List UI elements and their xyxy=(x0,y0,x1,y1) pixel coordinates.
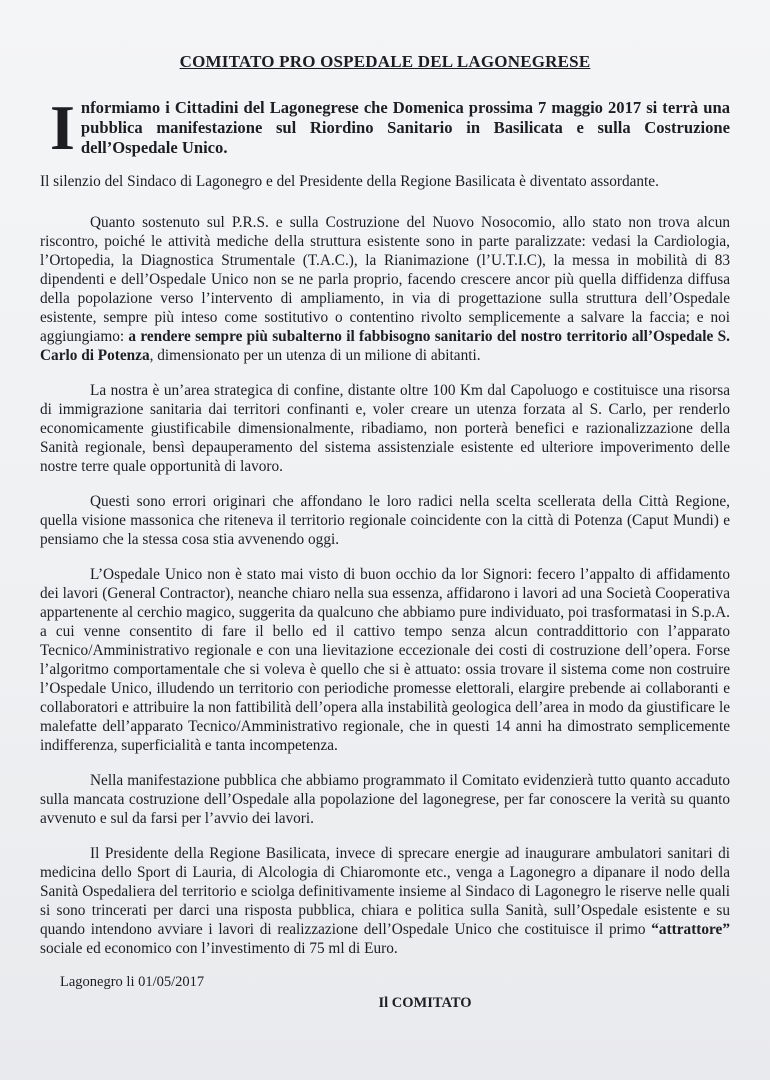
paragraph-2-emphasis: a rendere sempre più subalterno il fabbisogno sanitario del nostro territorio all’Ospedale S. Carlo di Potenza xyxy=(40,328,730,364)
document-date: Lagonegro li 01/05/2017 xyxy=(60,974,205,990)
paragraph-1: Il silenzio del Sindaco di Lagonegro e del Presidente della Regione Basilicata è diventato assordante. xyxy=(40,173,659,190)
intro-text: nformiamo i Cittadini del Lagonegrese che Domenica prossima 7 maggio 2017 si terrà una pubblica manifestazione sul Riordino Sanitario in Basilicata e sulla Costruzione dell’Ospedale Unico. xyxy=(80,98,730,157)
paragraph-5: L’Ospedale Unico non è stato mai visto di buon occhio da lor Signori: fecero l’appalto di affidamento dei lavori (General Contractor), neanche chiaro nella sua essenza, affidarono i lavori ad una Società Cooperativa appartenente al cerchio magico, suggerita da qualcuno che abbiamo pure individuato, poi trasformatasi in S.p.A. a cui venne consentito di fare il bello ed il cattivo tempo senza alcun contraddittorio con l’apparato Tecnico/Amministrativo regionale e con una lievitazione eccezionale dei costi di costruzione dell’opera. Forse l’algoritmo comportamentale che si voleva è quello che si è attuato: ossia trovare il sistema come non costruire l’Ospedale Unico, illudendo un territorio con periodiche promesse elettorali, elargire prebende ai collaboranti e collaboratori e attribuire la non fattibilità dell’opera alla instabilità geologica dell’area in modo da giustificare le malefatte dell’apparato Tecnico/Amministrativo regionale, che in questi 14 anni ha dimostrato semplicemente indifferenza, superficialità e tanta incompetenza. xyxy=(40,566,730,754)
intro-paragraph xyxy=(50,92,730,163)
paragraph-7 xyxy=(40,844,730,958)
paragraph-7-text: Il Presidente della Regione Basilicata, invece di sprecare energie ad inaugurare ambulatori sanitari di medicina dello Sport di Lauria, di Alcologia di Chiaromonte etc., venga a Lagonegro a dipanare il nodo della Sanità Ospedaliera del territorio e sciolga definitivamente insieme al Sindaco di Lagonegro le riserve nelle quali si sono trincerati per darci una risposta pubblica, chiara e politica sulla Sanità, sull’Ospedale esistente e su quando intendono avviare i lavori di realizzazione dell’Ospedale Unico che costituisce il primo xyxy=(40,845,730,938)
paragraph-7-end: sociale ed economico con l’investimento di 75 ml di Euro. xyxy=(40,940,398,957)
drop-cap: I xyxy=(50,92,75,163)
paragraph-7-emphasis: “attrattore” xyxy=(651,921,730,938)
paragraph-2-text: Quanto sostenuto sul P.R.S. e sulla Costruzione del Nuovo Nosocomio, allo stato non trova alcun riscontro, poiché le attività mediche della struttura esistente sono in parte paralizzate: vedasi la Cardiologia, l’Ortopedia, la Diagnostica Strumentale (T.A.C.), la Rianimazione (l’U.T.I.C), la messa in mobilità di 83 dipendenti e dell’Ospedale Unico non se ne parla proprio, facendo crescere ancor più quella diffidenza diffusa della popolazione verso l’intervento di ampliamento, in via di progettazione sulla struttura dell’Ospedale esistente, sempre più inteso come sostitutivo o contentino rivolto semplicemente a salvare la faccia; e noi aggiungiamo: xyxy=(40,214,730,345)
paragraph-2 xyxy=(40,213,730,365)
paragraph-6: Nella manifestazione pubblica che abbiamo programmato il Comitato evidenzierà tutto quanto accaduto sulla mancata costruzione dell’Ospedale alla popolazione del lagonegrese, per far conoscere la verità su quanto avvenuto e sul da farsi per l’avvio dei lavori. xyxy=(40,772,730,827)
document-title: COMITATO PRO OSPEDALE DEL LAGONEGRESE xyxy=(179,52,591,71)
paragraph-4: Questi sono errori originari che affondano le loro radici nella scelta scellerata della Città Regione, quella visione massonica che riteneva il territorio regionale coincidente con la città di Potenza (Caput Mundi) e pensiamo che la stessa cosa stia avvenendo oggi. xyxy=(40,493,730,548)
paragraph-2-end: , dimensionato per un utenza di un milione di abitanti. xyxy=(149,347,481,364)
paragraph-3: La nostra è un’area strategica di confine, distante oltre 100 Km dal Capoluogo e costituisce una risorsa di immigrazione sanitaria dai territori confinanti e, voler creare un utenza forzata al S. Carlo, per renderlo economicamente giustificabile dimensionalmente, ribadiamo, non porterà benefici e razionalizzazione della Sanità regionale, bensì depauperamento del sistema assistenziale esistente ed ulteriore impoverimento delle nostre terre quale opportunità di lavoro. xyxy=(40,382,730,475)
signature: Il COMITATO xyxy=(378,995,472,1011)
